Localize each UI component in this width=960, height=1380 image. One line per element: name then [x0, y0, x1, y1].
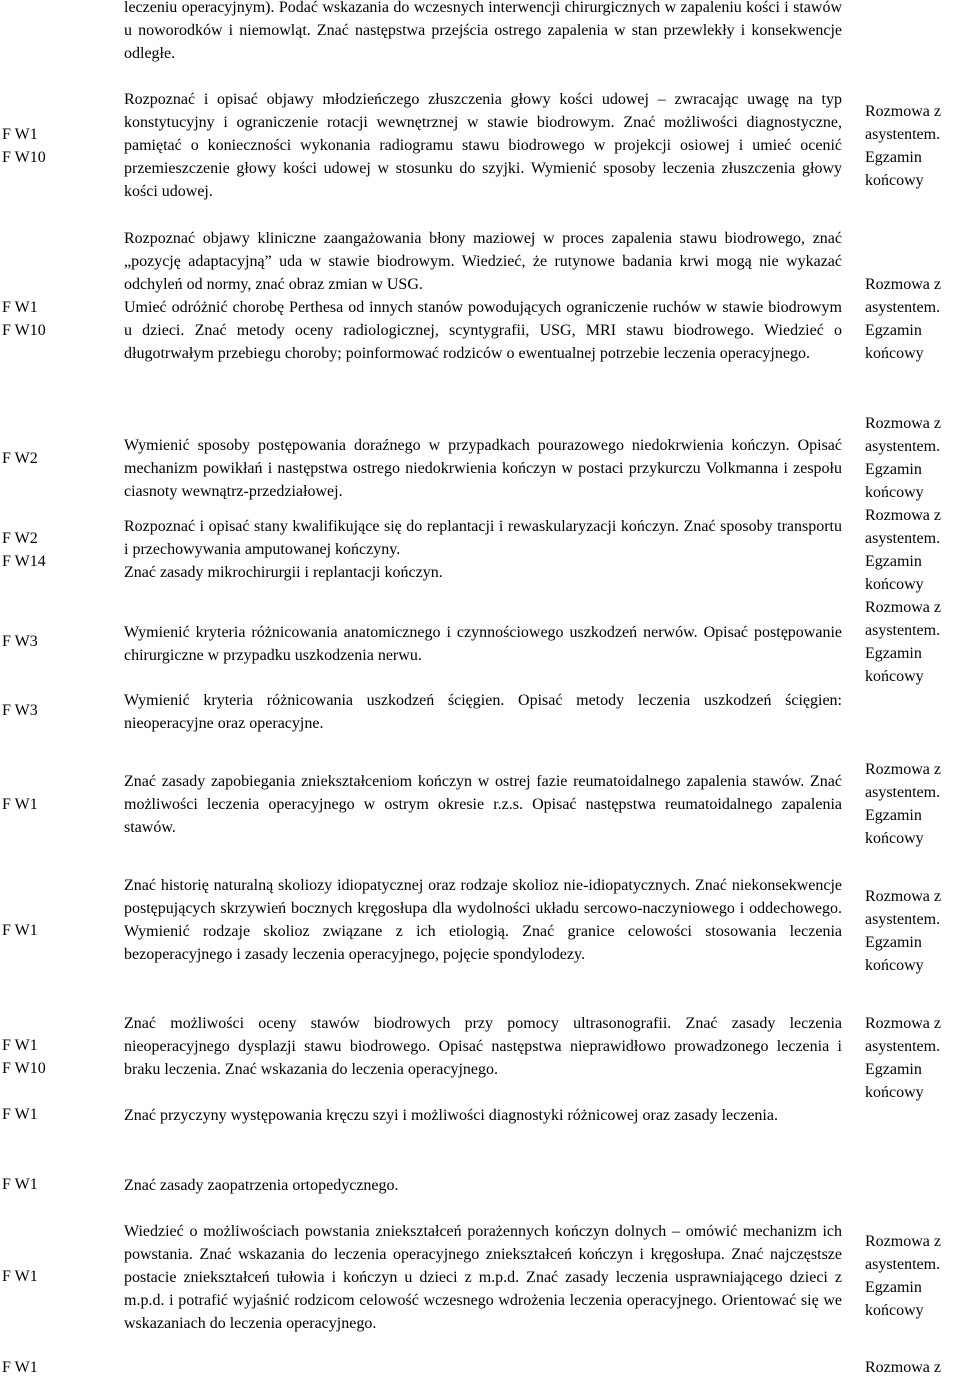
learning-outcome-code: F W10: [2, 322, 46, 339]
description-cell: [124, 621, 842, 667]
code-cell: [2, 296, 112, 342]
learning-outcome-code: F W1: [2, 1359, 38, 1376]
description-cell: [124, 1174, 842, 1197]
continued-text: [124, 0, 842, 65]
verification-method: asystentem.: [865, 1038, 941, 1055]
learning-outcome-code: F W1: [2, 299, 38, 316]
code-cell: [2, 793, 112, 816]
description-cell: [124, 770, 842, 839]
code-cell: [2, 1103, 112, 1126]
description-cell: [124, 88, 842, 203]
learning-outcome-code: F W10: [2, 149, 46, 166]
verification-method-cell: [865, 273, 960, 365]
learning-outcome-code: F W1: [2, 1176, 38, 1193]
verification-method: Rozmowa z: [865, 1359, 941, 1376]
description-paragraph: Wymienić kryteria różnicowania uszkodzeń ścięgien. Opisać metody leczenia uszkodzeń ścięgien: nieoperacyjne oraz operacyjne.: [124, 692, 842, 732]
description-cell: [124, 1104, 842, 1127]
verification-method-cell: [865, 412, 960, 504]
learning-outcome-code: F W3: [2, 702, 38, 719]
description-paragraph: Umieć odróżnić chorobę Perthesa od innych stanów powodujących ograniczenie ruchów w stawie biodrowym u dzieci. Znać metody oceny radiologicznej, scyntygrafii, USG, MRI stawu biodrowego. Wiedzieć o długotrwałym przebiegu choroby; poinformować rodziców o ewentualnej potrzebie leczenia operacyjnego.: [124, 299, 842, 362]
learning-outcome-code: F W2: [2, 530, 38, 547]
description-paragraph: Wymienić kryteria różnicowania anatomicznego i czynnościowego uszkodzeń nerwów. Opisać postępowanie chirurgiczne w przypadku uszkodzenia nerwu.: [124, 624, 842, 664]
verification-method: Egzamin: [865, 1061, 922, 1078]
verification-method-cell: [865, 758, 960, 850]
verification-method: asystentem.: [865, 622, 941, 639]
verification-method: końcowy: [865, 1302, 924, 1319]
learning-outcome-code: F W1: [2, 126, 38, 143]
description-paragraph: Znać możliwości oceny stawów biodrowych przy pomocy ultrasonografii. Znać zasady leczenia nieoperacyjnego dysplazji stawu biodrowego. Opisać następstwa nieprawidłowo prowadzonego leczenia i braku leczenia. Znać wskazania do leczenia operacyjnego.: [124, 1015, 842, 1078]
verification-method: Egzamin: [865, 461, 922, 478]
verification-method: końcowy: [865, 576, 924, 593]
verification-method: asystentem.: [865, 1256, 941, 1273]
verification-method: Rozmowa z: [865, 103, 941, 120]
verification-method: Rozmowa z: [865, 1233, 941, 1250]
code-cell: [2, 1173, 112, 1196]
description-paragraph: Znać przyczyny występowania kręczu szyi i możliwości diagnostyki różnicowej oraz zasady leczenia.: [124, 1107, 778, 1124]
code-cell: [2, 123, 112, 169]
verification-method-cell: [865, 596, 960, 688]
verification-method: asystentem.: [865, 784, 941, 801]
verification-method: Rozmowa z: [865, 761, 941, 778]
verification-method-cell: [865, 1012, 960, 1104]
verification-method: asystentem.: [865, 911, 941, 928]
description-cell: [124, 1012, 842, 1081]
description-cell: [124, 434, 842, 503]
code-cell: [2, 1356, 112, 1379]
code-cell: [2, 919, 112, 942]
verification-method: Rozmowa z: [865, 415, 941, 432]
description-cell: [124, 689, 842, 735]
description-paragraph: Rozpoznać i opisać stany kwalifikujące się do replantacji i rewaskularyzacji kończyn. Znać sposoby transportu i przechowywania amputowanej kończyny.: [124, 518, 842, 558]
description-paragraph: Rozpoznać objawy kliniczne zaangażowania błony maziowej w proces zapalenia stawu biodrowego, znać „pozycję adaptacyjną” uda w stawie biodrowym. Wiedzieć, że rutynowe badania krwi mogą nie wykazać odchyleń od normy, znać obraz zmian w USG.: [124, 230, 842, 293]
description-cell: [124, 227, 842, 365]
verification-method: Rozmowa z: [865, 507, 941, 524]
verification-method: Rozmowa z: [865, 599, 941, 616]
learning-outcome-code: F W1: [2, 1106, 38, 1123]
verification-method: Egzamin: [865, 1279, 922, 1296]
verification-method: końcowy: [865, 1084, 924, 1101]
code-cell: [2, 527, 112, 573]
verification-method: Rozmowa z: [865, 1015, 941, 1032]
verification-method: końcowy: [865, 668, 924, 685]
verification-method-cell: [865, 1230, 960, 1322]
verification-method: Egzamin: [865, 645, 922, 662]
verification-method: Egzamin: [865, 807, 922, 824]
verification-method: końcowy: [865, 484, 924, 501]
description-paragraph: Znać historię naturalną skoliozy idiopatycznej oraz rodzaje skolioz nie-idiopatycznych. Znać niekonsekwencje postępujących skrzywień bocznych kręgosłupa dla wydolności układu sercowo-naczyniowego i oddechowego. Wymienić rodzaje skolioz związane z ich etiologią. Znać granice celowości stosowania leczenia bezoperacyjnego i zasady leczenia operacyjnego, pojęcie spondylodezy.: [124, 877, 842, 963]
code-cell: [2, 699, 112, 722]
description-paragraph: Znać zasady mikrochirurgii i replantacji kończyn.: [124, 564, 443, 581]
code-cell: [2, 1265, 112, 1288]
description-paragraph: Rozpoznać i opisać objawy młodzieńczego złuszczenia głowy kości udowej – zwracając uwagę na typ konstytucyjny i ograniczenie rotacji wewnętrznej w stawie biodrowym. Znać możliwości diagnostyczne, pamiętać o konieczności wykonania radiogramu stawu biodrowego w projekcji osiowej i umieć ocenić przemieszczenie głowy kości udowej w stosunku do szyjki. Wymienić sposoby leczenia złuszczenia głowy kości udowej.: [124, 91, 842, 200]
verification-method: końcowy: [865, 345, 924, 362]
verification-method: asystentem.: [865, 438, 941, 455]
verification-method: końcowy: [865, 830, 924, 847]
description-paragraph: Znać zasady zapobiegania zniekształceniom kończyn w ostrej fazie reumatoidalnego zapalenia stawów. Znać możliwości leczenia operacyjnego w ostrym okresie r.z.s. Opisać następstwa reumatoidalnego zapalenia stawów.: [124, 773, 842, 836]
description-paragraph: Wiedzieć o możliwościach powstania zniekształceń porażennych kończyn dolnych – omówić mechanizm ich powstania. Znać wskazania do leczenia operacyjnego zniekształceń kończyn i kręgosłupa. Znać najczęstsze postacie zniekształceń tułowia i kończyn u dzieci z m.p.d. Znać zasady leczenia usprawniającego dzieci z m.p.d. i potrafić wyjaśnić rodzicom celowość wczesnego wdrożenia leczenia operacyjnego. Orientować się we wskazaniach do leczenia operacyjnego.: [124, 1223, 842, 1332]
verification-method: Egzamin: [865, 322, 922, 339]
verification-method: Rozmowa z: [865, 888, 941, 905]
continued-paragraph: leczeniu operacyjnym). Podać wskazania do wczesnych interwencji chirurgicznych w zapaleniu kości i stawów u noworodków i niemowląt. Znać następstwa przejścia ostrego zapalenia w stan przewlekły i konsekwencje odległe.: [124, 0, 842, 62]
learning-outcome-code: F W1: [2, 1037, 38, 1054]
verification-method: Rozmowa z: [865, 276, 941, 293]
verification-method: asystentem.: [865, 530, 941, 547]
verification-method-cell: [865, 885, 960, 977]
verification-method-cell: [865, 1356, 960, 1379]
verification-method: asystentem.: [865, 299, 941, 316]
description-paragraph: Wymienić sposoby postępowania doraźnego w przypadkach pourazowego niedokrwienia kończyn. Opisać mechanizm powikłań i następstwa ostrego niedokrwienia kończyn w postaci przykurczu Volkmanna i zespołu ciasnoty wewnątrz-przedziałowej.: [124, 437, 842, 500]
learning-outcome-code: F W1: [2, 796, 38, 813]
verification-method: Egzamin: [865, 553, 922, 570]
description-paragraph: Znać zasady zaopatrzenia ortopedycznego.: [124, 1177, 399, 1194]
learning-outcome-code: F W1: [2, 1268, 38, 1285]
verification-method: Egzamin: [865, 934, 922, 951]
learning-outcome-code: F W2: [2, 450, 38, 467]
learning-outcome-code: F W10: [2, 1060, 46, 1077]
code-cell: [2, 630, 112, 653]
verification-method-cell: [865, 504, 960, 596]
description-cell: [124, 1220, 842, 1335]
learning-outcome-code: F W3: [2, 633, 38, 650]
verification-method: końcowy: [865, 172, 924, 189]
code-cell: [2, 1034, 112, 1080]
verification-method: asystentem.: [865, 126, 941, 143]
description-cell: [124, 874, 842, 966]
verification-method: końcowy: [865, 957, 924, 974]
learning-outcome-code: F W1: [2, 922, 38, 939]
code-cell: [2, 447, 112, 470]
description-cell: [124, 515, 842, 584]
verification-method-cell: [865, 100, 960, 192]
verification-method: Egzamin: [865, 149, 922, 166]
learning-outcome-code: F W14: [2, 553, 46, 570]
